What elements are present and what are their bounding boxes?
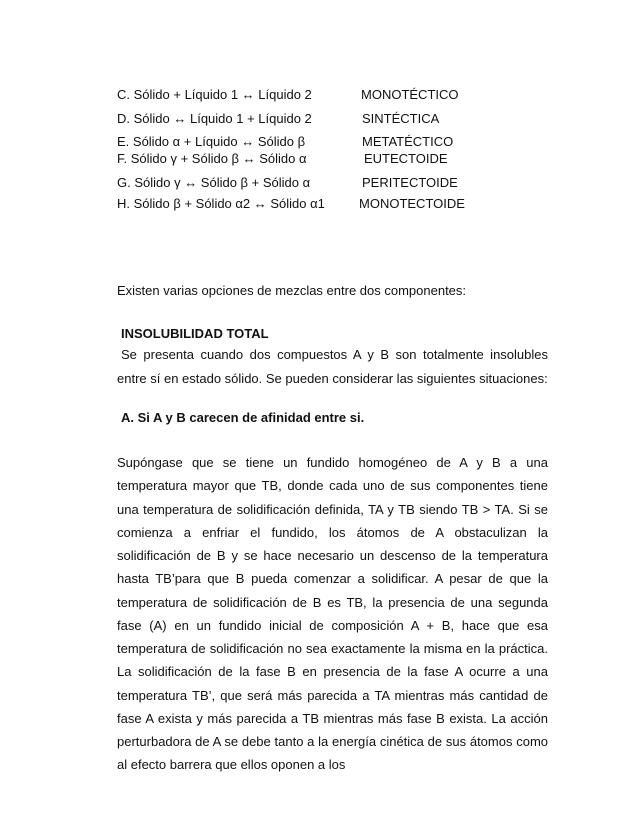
section-text: Se presenta cuando dos compuestos A y B son totalmente insolubles entre sí en estado sólido. Se pueden considerar las siguientes situaciones: bbox=[117, 347, 548, 386]
reaction-formula: C. Sólido + Líquido 1 ↔ Líquido 2 bbox=[117, 87, 312, 102]
reaction-name: MONOTÉCTICO bbox=[361, 87, 459, 102]
reaction-name: MONOTECTOIDE bbox=[359, 196, 465, 211]
intro-text: Existen varias opciones de mezclas entre dos componentes: bbox=[117, 283, 467, 298]
reaction-formula: H. Sólido β + Sólido α2 ↔ Sólido α1 bbox=[117, 196, 325, 211]
reaction-name: PERITECTOIDE bbox=[362, 175, 458, 190]
body-paragraph: Supóngase que se tiene un fundido homogéneo de A y B a una temperatura mayor que TB, donde cada uno de sus componentes tiene una temperatura de solidificación definida, TA y TB siendo TB > TA. Si se comienza a enfriar el fundido, los átomos de A obstaculizan la solidificación de B y se hace necesario un descenso de la temperatura hasta TB’para que B pueda comenzar a solidificar. A pesar de que la temperatura de solidificación de B es TB, la presencia de una segunda fase (A) en un fundido inicial de composición A + B, hace que esa temperatura de solidificación no sea exactamente la misma en la práctica. La solidificación de la fase B en presencia de la fase A ocurre a una temperatura TB’, que será más parecida a TA mientras más cantidad de fase A exista y más parecida a TB mientras más fase B exista. La acción perturbadora de A se debe tanto a la energía cinética de sus átomos como al efecto barrera que ellos oponen a los bbox=[117, 455, 548, 773]
reaction-formula: G. Sólido γ ↔ Sólido β + Sólido α bbox=[117, 175, 311, 190]
reaction-name: SINTÉCTICA bbox=[362, 111, 440, 126]
reaction-name: METATÉCTICO bbox=[362, 134, 454, 149]
reaction-formula: D. Sólido ↔ Líquido 1 + Líquido 2 bbox=[117, 111, 312, 126]
reaction-formula: F. Sólido γ + Sólido β ↔ Sólido α bbox=[117, 151, 307, 166]
subheading: A. Si A y B carecen de afinidad entre si. bbox=[121, 410, 365, 425]
reaction-formula: E. Sólido α + Líquido ↔ Sólido β bbox=[117, 134, 306, 149]
reaction-name: EUTECTOIDE bbox=[364, 151, 448, 166]
section-heading: INSOLUBILIDAD TOTAL bbox=[121, 326, 269, 341]
